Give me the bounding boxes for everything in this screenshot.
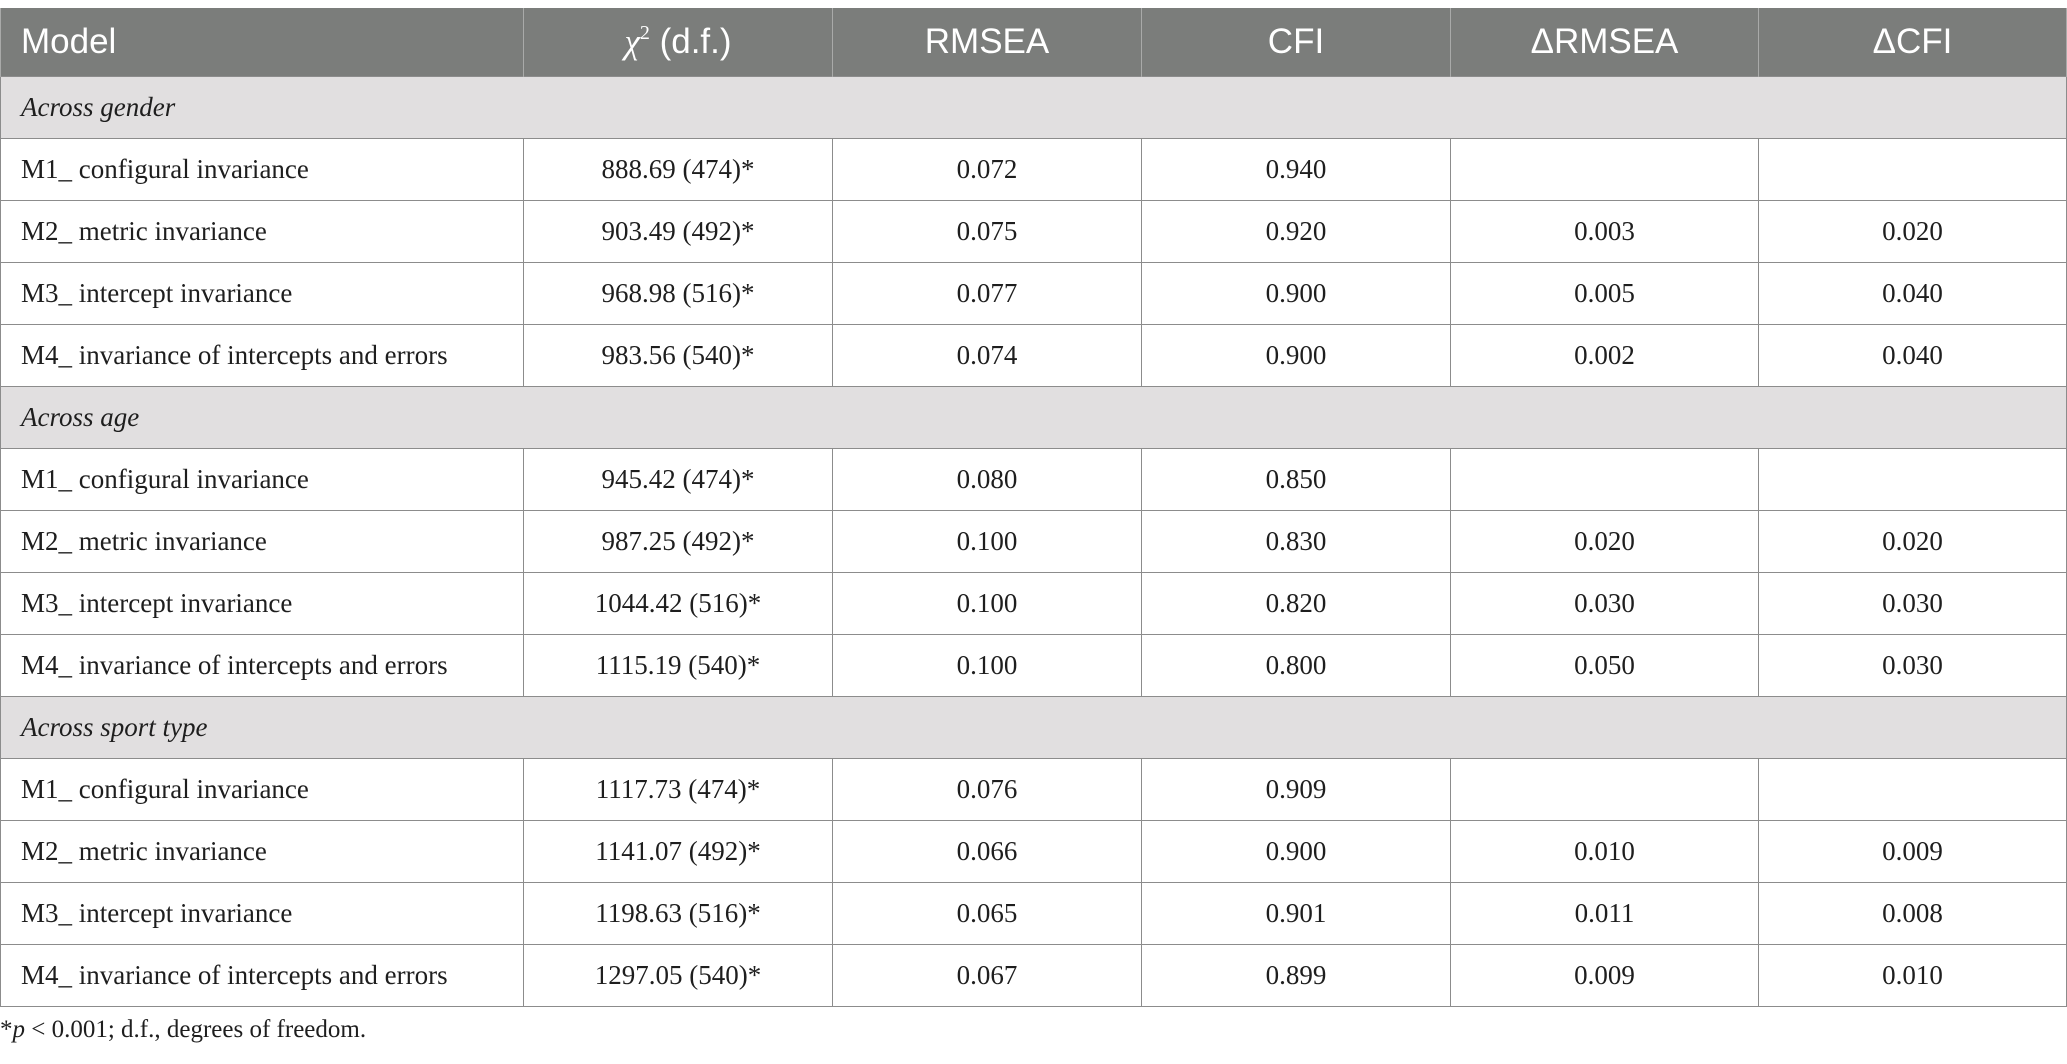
table-row xyxy=(1,263,2067,325)
rmsea-cell: 0.074 xyxy=(833,325,1142,387)
delta-rmsea-cell: 0.002 xyxy=(1451,325,1759,387)
model-cell: M3_ intercept invariance xyxy=(1,883,524,945)
delta-cfi-cell: 0.030 xyxy=(1759,573,2067,635)
table-body xyxy=(1,77,2067,1007)
cfi-cell: 0.800 xyxy=(1142,635,1451,697)
rmsea-cell: 0.100 xyxy=(833,635,1142,697)
header-cfi: CFI xyxy=(1142,8,1451,77)
delta-rmsea-cell: 0.003 xyxy=(1451,201,1759,263)
chi-square-cell: 983.56 (540)* xyxy=(524,325,833,387)
delta-rmsea-cell: 0.011 xyxy=(1451,883,1759,945)
delta-rmsea-cell: 0.009 xyxy=(1451,945,1759,1007)
cfi-cell: 0.820 xyxy=(1142,573,1451,635)
section-title: Across age xyxy=(1,387,2067,449)
model-cell: M4_ invariance of intercepts and errors xyxy=(1,325,524,387)
model-cell: M2_ metric invariance xyxy=(1,201,524,263)
header-rmsea: RMSEA xyxy=(833,8,1142,77)
table-row xyxy=(1,945,2067,1007)
model-cell: M3_ intercept invariance xyxy=(1,573,524,635)
model-cell: M1_ configural invariance xyxy=(1,139,524,201)
table-row xyxy=(1,759,2067,821)
cfi-cell: 0.830 xyxy=(1142,511,1451,573)
model-cell: M1_ configural invariance xyxy=(1,759,524,821)
delta-cfi-cell: 0.040 xyxy=(1759,325,2067,387)
header-delta-rmsea: ΔRMSEA xyxy=(1451,8,1759,77)
model-cell: M3_ intercept invariance xyxy=(1,263,524,325)
section-title: Across gender xyxy=(1,77,2067,139)
invariance-table xyxy=(0,8,2067,1007)
cfi-cell: 0.920 xyxy=(1142,201,1451,263)
cfi-cell: 0.900 xyxy=(1142,263,1451,325)
table-row xyxy=(1,511,2067,573)
section-row xyxy=(1,77,2067,139)
rmsea-cell: 0.065 xyxy=(833,883,1142,945)
table-row xyxy=(1,449,2067,511)
model-cell: M1_ configural invariance xyxy=(1,449,524,511)
table-header xyxy=(1,8,2067,77)
chi-square-cell: 903.49 (492)* xyxy=(524,201,833,263)
rmsea-cell: 0.080 xyxy=(833,449,1142,511)
results-table-container xyxy=(0,8,2067,1007)
rmsea-cell: 0.076 xyxy=(833,759,1142,821)
delta-rmsea-cell: 0.005 xyxy=(1451,263,1759,325)
delta-cfi-cell xyxy=(1759,449,2067,511)
header-row xyxy=(1,8,2067,77)
section-title: Across sport type xyxy=(1,697,2067,759)
delta-rmsea-cell: 0.010 xyxy=(1451,821,1759,883)
delta-cfi-cell xyxy=(1759,139,2067,201)
chi-square-cell: 1198.63 (516)* xyxy=(524,883,833,945)
table-row xyxy=(1,821,2067,883)
chi-square-cell: 945.42 (474)* xyxy=(524,449,833,511)
cfi-cell: 0.899 xyxy=(1142,945,1451,1007)
rmsea-cell: 0.075 xyxy=(833,201,1142,263)
delta-cfi-cell: 0.010 xyxy=(1759,945,2067,1007)
delta-cfi-cell: 0.008 xyxy=(1759,883,2067,945)
rmsea-cell: 0.077 xyxy=(833,263,1142,325)
chi-square-cell: 1115.19 (540)* xyxy=(524,635,833,697)
rmsea-cell: 0.072 xyxy=(833,139,1142,201)
rmsea-cell: 0.100 xyxy=(833,511,1142,573)
delta-cfi-cell: 0.020 xyxy=(1759,511,2067,573)
delta-cfi-cell: 0.040 xyxy=(1759,263,2067,325)
chi-square-cell: 1297.05 (540)* xyxy=(524,945,833,1007)
chi-square-cell: 1044.42 (516)* xyxy=(524,573,833,635)
model-cell: M2_ metric invariance xyxy=(1,511,524,573)
cfi-cell: 0.901 xyxy=(1142,883,1451,945)
model-cell: M4_ invariance of intercepts and errors xyxy=(1,635,524,697)
delta-rmsea-cell xyxy=(1451,759,1759,821)
delta-cfi-cell: 0.020 xyxy=(1759,201,2067,263)
cfi-cell: 0.940 xyxy=(1142,139,1451,201)
table-row xyxy=(1,635,2067,697)
table-row xyxy=(1,883,2067,945)
cfi-cell: 0.900 xyxy=(1142,325,1451,387)
section-row xyxy=(1,387,2067,449)
table-row xyxy=(1,201,2067,263)
delta-rmsea-cell xyxy=(1451,139,1759,201)
chi-square-cell: 1117.73 (474)* xyxy=(524,759,833,821)
section-row xyxy=(1,697,2067,759)
header-chi-square: $\chi^2$ (d.f.) xyxy=(524,8,833,77)
delta-cfi-cell: 0.009 xyxy=(1759,821,2067,883)
chi-symbol: $\chi^2$ xyxy=(624,22,650,61)
delta-cfi-cell xyxy=(1759,759,2067,821)
rmsea-cell: 0.066 xyxy=(833,821,1142,883)
model-cell: M4_ invariance of intercepts and errors xyxy=(1,945,524,1007)
table-row xyxy=(1,139,2067,201)
chi-square-cell: 968.98 (516)* xyxy=(524,263,833,325)
delta-rmsea-cell: 0.050 xyxy=(1451,635,1759,697)
cfi-cell: 0.850 xyxy=(1142,449,1451,511)
chi-square-cell: 987.25 (492)* xyxy=(524,511,833,573)
table-row xyxy=(1,573,2067,635)
table-footnote: *p < 0.001; d.f., degrees of freedom. xyxy=(0,1016,367,1043)
rmsea-cell: 0.100 xyxy=(833,573,1142,635)
chi-square-cell: 888.69 (474)* xyxy=(524,139,833,201)
delta-rmsea-cell: 0.030 xyxy=(1451,573,1759,635)
delta-rmsea-cell: 0.020 xyxy=(1451,511,1759,573)
header-model: Model xyxy=(1,8,524,77)
delta-rmsea-cell xyxy=(1451,449,1759,511)
cfi-cell: 0.900 xyxy=(1142,821,1451,883)
model-cell: M2_ metric invariance xyxy=(1,821,524,883)
rmsea-cell: 0.067 xyxy=(833,945,1142,1007)
chi-square-cell: 1141.07 (492)* xyxy=(524,821,833,883)
header-delta-cfi: ΔCFI xyxy=(1759,8,2067,77)
table-row xyxy=(1,325,2067,387)
delta-cfi-cell: 0.030 xyxy=(1759,635,2067,697)
cfi-cell: 0.909 xyxy=(1142,759,1451,821)
